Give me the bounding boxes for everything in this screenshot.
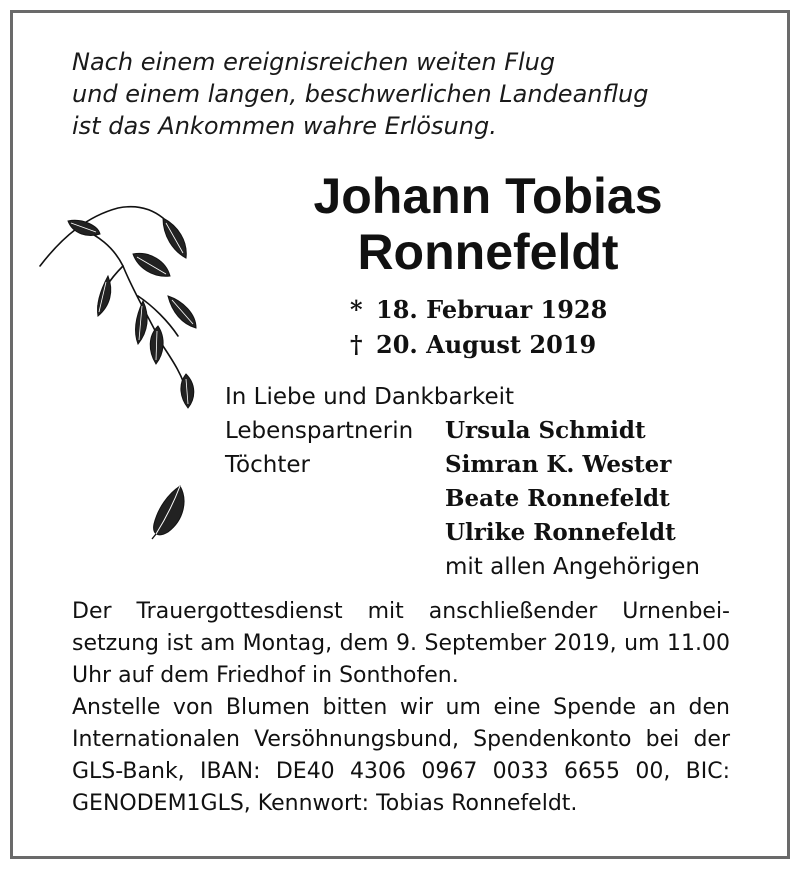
closing-row (225, 550, 745, 584)
mourners-intro-row (225, 380, 745, 414)
birth-symbol: * (350, 295, 363, 324)
poem-line: und einem langen, beschwerlichen Landeanflug (72, 80, 649, 108)
mourners (225, 380, 745, 584)
life-dates (350, 292, 650, 362)
death-date: 20. August 2019 (376, 330, 597, 359)
daughter-name: Simran K. Wester (445, 451, 672, 478)
partner-row (225, 414, 745, 448)
birth-date: 18. Februar 1928 (376, 295, 608, 324)
service-info: Der Trauergottesdienst mit anschließender Urnenbei-setzung ist am Montag, dem 9. September 2019, um 11.00 Uhr auf dem Friedhof in Sonthofen. (72, 599, 730, 688)
birth-line (350, 292, 650, 327)
falling-leaf-icon (150, 482, 188, 540)
daughters-label: Töchter (225, 452, 310, 478)
death-line (350, 327, 650, 362)
poem-line: ist das Ankommen wahre Erlösung. (72, 112, 497, 140)
poem-line: Nach einem ereignisreichen weiten Flug (72, 48, 556, 76)
death-symbol: † (350, 330, 363, 359)
daughters-row (225, 516, 745, 550)
mourners-closing: mit allen Angehörigen (445, 554, 700, 580)
daughters-row (225, 482, 745, 516)
deceased-last-name: Ronnefeldt (357, 224, 619, 280)
birch-branch-icon (38, 196, 208, 416)
deceased-first-names: Johann Tobias (313, 168, 663, 224)
partner-name: Ursula Schmidt (445, 417, 646, 444)
mourners-intro: In Liebe und Dankbarkeit (225, 384, 515, 410)
donation-info: Anstelle von Blumen bitten wir um eine Spende an den Internationalen Versöhnungsbund, Spendenkonto bei der GLS-Bank, IBAN: DE40 4306 0967 0033 6655 00, BIC: GENODEM1GLS, Kennwort: Tobias Ronnefeldt. (72, 695, 730, 816)
daughter-name: Beate Ronnefeldt (445, 485, 670, 512)
deceased-name (230, 168, 746, 280)
notice-text (72, 596, 730, 820)
daughter-name: Ulrike Ronnefeldt (445, 519, 676, 546)
partner-label: Lebenspartnerin (225, 418, 414, 444)
poem (72, 46, 732, 142)
daughters-row (225, 448, 745, 482)
